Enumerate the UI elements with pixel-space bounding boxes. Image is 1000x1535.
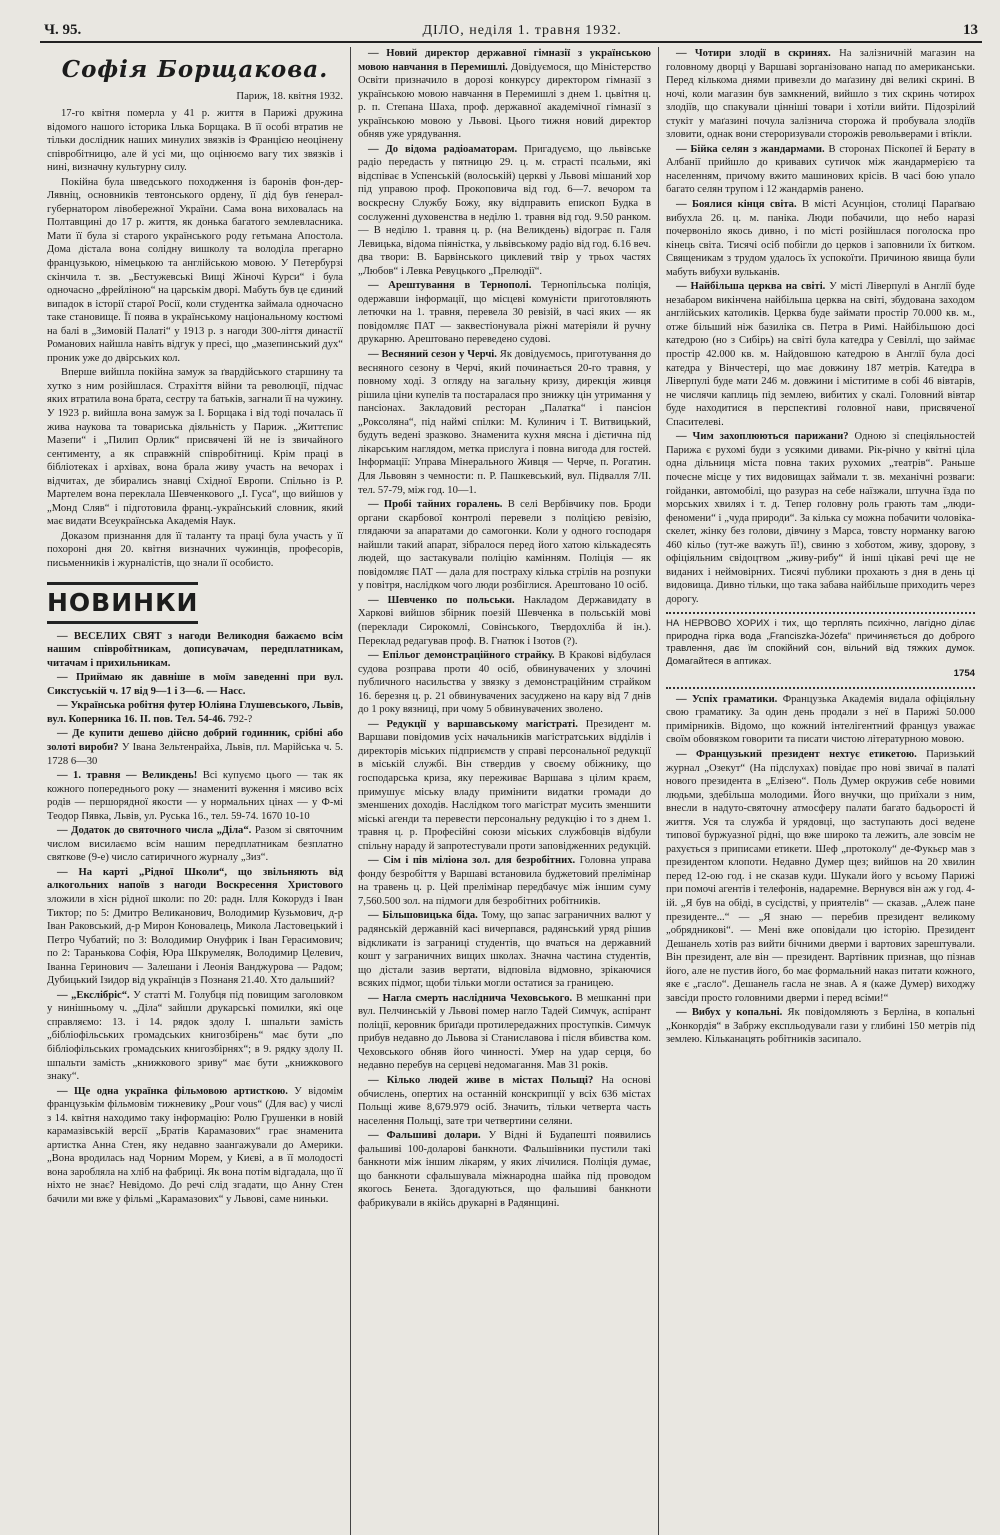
- article-paragraph: Доказом признання для її таланту та праці була участь у її похороні дня 20. квітня визначних чужинців, професорів, письменників і журналістів, що знали її особисто.: [47, 530, 343, 570]
- news-item: [358, 47, 651, 142]
- column-1: [40, 47, 350, 1535]
- news-item: [358, 992, 651, 1073]
- news-item-lead: — Фальшиві долари.: [368, 1130, 481, 1142]
- news-item: [358, 279, 651, 347]
- news-item: [358, 498, 651, 593]
- news-item-text: У відомім французькім фільмовім тижневику „Pour vous“ (Для вас) у числі з 14. квітня находимо таку інформацію: Ролю Грушенки в новій карамазівській версії „Братів Карамазових“ грає знаменита артистка Анна Стен, яку недавно заангажували до Америки. „Вона вродилась над Чорним Морем, у Києві, а в її молодості вона заробляла на хліб на фабриці. Як вона потім відгадала, що її ніхто не знає? Невідомо. До речі слід згадати, що Анну Стен бачили ми вже у фільмі „Карамазових“ у Львові, саме ниньки.: [47, 1085, 343, 1205]
- news-item: [47, 630, 343, 671]
- news-item-lead: — Весняний сезон у Черчі.: [368, 349, 497, 361]
- news-item-lead: — Новий директор державної гімназії з українською мовою навчання в Перемишлі.: [358, 48, 651, 73]
- news-item: [47, 1085, 343, 1207]
- news-item-text: Тернопільська поліція, одержавши інформації, що місцеві комуністи приготовляють летючки на 1. травня, перевела 30 ревізій, в часі яких — як повідомляє ПАТ — заквестіонувала ріжні матеріяли й ручну друкарню. Арештовано переведено судові.: [358, 280, 652, 346]
- news-item-text: В мешканні при вул. Пелчинській у Львові помер нагло Тадей Симчук, аспірант поліції, керовник бриґади протилередажних проступків. Симчук прибув недавно до Львова зі Станиславова і після вбивства ком. Чеховського обняв його чинності. Умер на удар серця, бо недавно перебув на серцеві недомагання. Мав 31 років.: [358, 992, 651, 1072]
- news-item: [666, 430, 975, 606]
- article-dateline: Париж, 18. квітня 1932.: [236, 91, 343, 103]
- news-item: [47, 989, 343, 1084]
- advertisement: [666, 618, 975, 680]
- news-item-lead: — Сім і пів міліона зол. для безробітних.: [368, 855, 576, 867]
- news-item-lead: — Успіх граматики.: [676, 693, 778, 705]
- news-item: [47, 727, 343, 768]
- news-item-text: Президент м. Варшави повідомив усіх начальників магістратських відділів і директорів міських підприємств у справі персональної редукції в міській службі. Він ствердив у своєму обіжнику, що господарська криза, яку переживає Варшава з цілим краєм, примушує міську владу примінити видатки громади до зменшених доходів. Наслідком того магістрат мусить зменшити міські агенди та перевести персональну редукцію і то з днем 1. травня ц. р. Професійні союзи міських службовців відбули спільну нараду й запротестували проти заповідженних редукцій.: [358, 718, 651, 852]
- news-item-lead: — Приймаю як давніше в моїм заведенні при вул. Сикстуській ч. 17 від 9—1 і 3—6. — Насс.: [47, 672, 343, 697]
- news-item-text: На залізничній магазин на головному дворці у Варшаві зорганізовано напад по американськи. Перед кількома днями привезли до маґазину дві великі скрині. В ночі, коли магазин був замкнений, вийшло з тих скринь чотирох злодіїв, що спакували цінніші товари і хотіли вийти. Підозрілий стукіт у маґазині почула залізнича сторожа й пробувала злодіїв зловити, однак вони стероризували сторожів револьверами і втікли.: [666, 48, 975, 141]
- news-item-lead: — На карті „Рідної Школи“, що звільняють від алкогольних напоїв з нагоди Воскресення Христового: [47, 866, 343, 892]
- news-item-text: Довідуємося, що Міністерство Освіти призначило в дорозі конкурсу директором гімназії з українською мовою навчання в Перемишлі з днем 1. цьвітня ц. р. п. Степана Шаха, проф. державної академічної гімназії з українською мовою у Львові. Цього тижня новий директор обняв уже урядування.: [358, 61, 651, 141]
- news-item-text: У Івана Зельтенрайха, Львів, пл. Марійська ч. 5. 1728 6—30: [47, 741, 344, 767]
- news-item-text: В Кракові відбулася судова розправа проти 40 осіб, обвинувачених у злочині публичного насильства у звязку з демонстраційним страйком 16. березня ц. р. 21 обвинувачених засуджено на кару від 7 днів до 1 року вязниці, при чому 5 обвинувачених зволено.: [358, 650, 651, 716]
- news-item-lead: — Додаток до святочного числа „Діла“.: [57, 825, 252, 837]
- news-item-lead: — Шевченко по польськи.: [368, 594, 515, 606]
- news-item-text: зложили в хісн рідної школи: по 20: радн. Ілля Кокорудз і Іван Тиктор; по 5: Дмитро Великанович, Володимир Кузьмович, д-р Іван Раковський, д-р Мирон Коновалець, Микола Ластовецький і Петро Чубатий; по 3: Володимир Онуфрик і Іван Герасимович; по 2: Таранькова Софія, Юра Шкрумеляк, Володимир Целевич, Іванна Геринович — Залешани і Леонія Ванджурова — Радом; Дубицький Ізидор від українців з Познаня 21.40. Хто дальший?: [47, 893, 343, 987]
- news-item-text: Пригадуємо, що львівське радіо передасть у пятницю 29. ц. м. страсті псальми, які відспіває в Успенській (волоській) церкві у Львові мішаний хор під управою проф. Прокоповича від год. 6—7. вечором та воскресну Службу Божу, яку відправить епископ Будка в сослуженні духовенства в неділю 1. травня від год. 9.50 ранком. — В неділю 1. травня ц. р. (на Великдень) відограє п. Галя Левицька, відома піяністка, у львівському радіо від год. 6.16 веч. два твори: В. Барвінського циклевий твір у трьох частях „Любов“ і Левка Ревуцького „Прелюдії“.: [358, 143, 652, 277]
- news-item-text: В місті Асунціон, столиці Параґваю вибухла 26. ц. м. паніка. Люди побачили, що небо наразі почервоніло якось дивно, і по місті розійшлася поголоска про кінець світа. Тисячі осіб побігли до церков і заповнили їх битком. Священикам з трудом удалось їх успокоїти. Причиною явища були мабуть вибухи вульканів.: [666, 199, 975, 278]
- news-item-lead: — Українська робітня футер Юліяна Глушевського, Львів, вул. Коперника 16. II. пов. Тел. 54-46.: [47, 700, 343, 725]
- news-item-text: У місті Ліверпулі в Англії буде незабаром викінчена найбільша церква на світі, збудована заходом англійських католиків. Церква буде займати простір 70.000 кв. м., отже більший ніж базиліка св. Петра в Римі. Найбільшою досі катедрою (но з Сибірь) на світі була катедра у Севіллі, що займає простір 42.000 кв. м. Найдовшою катедрою в Англії була досі катедра у Вінчестері, що має довжину 187 метрів. Катедра в Ліверпулі буде мати 246 м. довжини і міститиме в собі 46 вівтарів, не числячи каплиць під землею, вибитих у скалі. Головний вівтар буде находитися в перспективі головної нави, присвяченої Спасителеві.: [666, 281, 975, 428]
- news-item: [358, 718, 651, 853]
- news-item-lead: — Французький президент нехтує етикетою.: [676, 748, 917, 760]
- news-item-lead: — Кількo людей живе в містах Польщі?: [368, 1075, 594, 1087]
- news-item-text: Тому, що запас заграничних валют у радянській державній касі вичерпався, радянський уряд рішив відкликати із заграниці студентів, що вчаться на державний кошт у заграничних вищих школах. Значна частина студентів, що дістали зазив вертати, відповіла відмовно, зрікаючися всяких підмог, щоби тільки могли остатися за границею.: [358, 910, 651, 990]
- news-item: [666, 693, 975, 747]
- news-item: [666, 280, 975, 429]
- news-item: [47, 699, 343, 726]
- news-item: [358, 143, 651, 278]
- divider: [666, 687, 975, 689]
- news-item: [47, 866, 343, 988]
- news-item: [47, 671, 343, 698]
- news-item-lead: — ВЕСЕЛИХ СВЯТ з нагоди Великодня бажаємо всім нашим співробітникам, дописувачам, передплатникам, читачам і прихильникам.: [47, 630, 343, 669]
- news-item-lead: — Найбільша церква на світі.: [676, 281, 826, 293]
- news-item-lead: — Більшовицька біда.: [368, 910, 478, 922]
- news-item-text: Одною зі спеціяльностей Парижа є рухомі буди з усякими дивами. Рік-річно у квітні ціла одна дільниця міста повна таких рухомих „театрів“. Раньше почесне місце у тих видовищах займали т. зв. механічні розваги: гойданки, автомобілі, що разураз на себе наїзжали, штучна їзда по морських хвилях і т. д. Тепер головну роль грають там „люди-феномени“ і „чуда природи“. За кілька су можна побачити чоловіка-скелет, жінку без голови, дівчину з Марса, товсту норманку вагою 460 кільо (тут-же важуть її!), свиню з хоботом, живу, здорову, з офіціяльним свідоцтвом „живу-рибу“ й інші цікаві речі ще не виданих і неймовірних. Тисячі публики прохають з дня в день ці видовища. Дивно тільки, що така забава найбільше приходить через дорогу.: [666, 431, 975, 605]
- news-item-text: Головна управа фонду безробіття у Варшаві встановила буджетовий прелімінар на травень ц. р. Цей прелімінар передбачує між іншим суму 7,560.500 зол. на підмоги для безробітних робітників.: [358, 855, 651, 907]
- article-title: Софія Борщакова.: [61, 56, 329, 83]
- news-item-lead: — Боялися кінця світа.: [676, 199, 797, 211]
- news-item: [47, 824, 343, 865]
- news-item-lead: — 1. травня — Великдень!: [57, 770, 198, 782]
- news-item: [666, 198, 975, 279]
- news-item-text: Накладом Державидату в Харкові вийшов збірник поезій Шевченка в польській мові (переклади Сирокомлі, Совінського, Твердохліба й ін.). Переклад редагував проф. В. Гнатюк і Ізотов (?).: [358, 594, 651, 647]
- news-item-text: Всі купуємо цього — так як кожного попереднього року — знамениті вуження і мясиво всіх родів — першорядної якости — у нормальних цінах — у Ф-мі Теодор Пявка, Львів, ул. Руська 16., тел. 59-74. 1670 10-10: [47, 770, 343, 822]
- news-item-text: У статті М. Голубця під повищим заголовком у нинішньому ч. „Діла“ зайшли друкарські помилки, які оце справляємо: 13. і 14. рядок здолу І. шпальти замість „бібліофільських громадських книгозбірень“ має бути „по бібліофільських громадських книгозбірнях“; в 9. рядку здолу II. шпальти замість „книжкового зриву“ має бути „книжкового знаку“.: [47, 989, 343, 1083]
- divider: [666, 612, 975, 614]
- news-item-text: В селі Вербівчику пов. Броди органи скарбової контролі перевели з поліцією ревізію, глядаючи за апаратами до самогонки. Коли у одного господаря найшли такий апарат, зібралося перед його хатою кількадесять людей, що застакували поліцію камінням. Поліція — як повідомляє ПАТ — дала для постраху кілька стрілів на розпуки у повітря, наслідком чого люди розбіглися. Арештовано 10 осіб.: [358, 499, 651, 592]
- column-3: [658, 47, 982, 1535]
- column-2: [350, 47, 658, 1535]
- news-item-text: Як довідуємось, приготування до весняного сезону в Черчі, який починається 20-го травня, у повному ході. З огляду на загальну кризу, дирекція живця рішила ціни купелів та постаралася про знижку цін утримання у пансіонах. Закладовий ресторан „Палатка“ і пансіон „Роксоляна“, під наймі спілки: М. Кулинич і Т. Витвицький, будуть ведені зразково. Знаменита кухня мясна і дієтична під лікарським наглядом, метка прислуга і повна вигода для гостей. Інформації: Управа Мінерального Живця — Черче, п. Рогатин. Для Львовян з чемности: п. Р. Пашкевський, вул. Підвалля 7/ІІ. тел. 57-79, між год. 10—1.: [358, 349, 652, 496]
- article-paragraph: Покійна була шведського походження із баронів фон-дер-Лявніц, основників тевтонського ордену, її дід був ґенерал-губернатором лівобережної України. Сама вона виховалась на Полтавщині до 17 р. життя, як донька багатого землевласника. Мати її була зі старого українського роду гетьмана Апостола. Дома дістала вона солідну вишколу та володіла прегарно французькою, німецькою та англійською мовою. У Петербурзі скінчила т. зв. „Бестужевські Вищі Жіночі Курси“ і була одночасно „фрейліною“ на царськім дворі. Мабуть був це єдиний випадок в історії старої Росії, коли студентка займала одночасно таке становище. Її поява в українському національному костюмі на балі в „Зимовій Палаті“ у 1913 р. з нагоди 300-ліття династії Романових найшла навіть відгук у пресі, що „мазепинський дух“ проник уже до двірських кол.: [47, 176, 344, 364]
- masthead: ДІЛО, неділя 1. травня 1932.: [422, 23, 622, 38]
- news-item-lead: — Редукції у варшавському магістраті.: [368, 718, 578, 730]
- news-item-lead: — Ще одна українка фільмовою артисткою.: [57, 1085, 288, 1097]
- news-item: [358, 649, 651, 717]
- news-item-lead: — Пробі тайних горалень.: [368, 499, 503, 511]
- news-item: [358, 854, 651, 908]
- news-item-lead: — Бійка селян з жандармами.: [676, 143, 825, 155]
- news-item: [666, 143, 975, 197]
- news-item: [358, 348, 651, 497]
- news-item-text: 792-?: [228, 713, 253, 725]
- news-item-text: Паризький журнал „Озекут“ (На підслухах) повідає про нові звичаї в палаті нового президента в „Елізею“. Поль Думер окружив себе новими людьми, здебільша молодими. Його внучки, що приїхали з ним, внесли в надуто-святочну атмосферу палати багато бадьорості й життя. Уся та служба й урядовці, що заступають досі ведене типової буржуазної рідні, що вже широко та лежить, але зовсім не рахується з приписами етикети. Шеф „протоколу“ де-Фукьєр мав з президентом клопоти. Недавно Думер щез; вийшов на 20 хвилин перед 12-ою год. і не сказав куди. Шукали його у всьому Парижі при помочі агентів і телефонів, надаремне. Вернувся він аж у год. 4-ій. „Я був на обіді, в сусідстві, у приятелів“ — сказав. „Алеж пане президенте...“ — „Я знаю — перебив президент великому „обрядникові“. — Мені вже оповідали цю історію. Президент Дешанель хотів раз вийти бічними дверми і вартових зарештували. Він президент, але він — президент. Вартівник признав, що пізнав його, але не пустив його, бо має формальний наказ питати кожного, яке є „гасло“. Дешанель гасла не знав. А я (каже Думер) виходжу завсіди просто головними дверми і перед всіми!“: [666, 748, 975, 1004]
- advertisement-number: 1754: [953, 668, 975, 680]
- news-item-lead: — Вибух у копальні.: [676, 1007, 783, 1019]
- news-item: [666, 47, 975, 142]
- news-item: [666, 748, 975, 1005]
- news-item-text: Як повідомляють з Берліна, в копальні „Конкордія“ в Забржу експльодували гази у глибині 150 метрів під землею. Кільканацять робітників засипало.: [666, 1007, 975, 1046]
- news-item-lead: — Нагла смерть насліднича Чеховського.: [368, 992, 573, 1004]
- news-item: [666, 1006, 975, 1047]
- news-item: [47, 769, 343, 823]
- news-item-lead: — Епільог демонстраційного страйку.: [368, 650, 555, 662]
- columns: [40, 47, 982, 1535]
- section-heading-novynky: НОВИНКИ: [47, 582, 198, 624]
- advertisement-text: НА НЕРВОВО ХОРИХ і тих, що терплять психічно, лагідно ділає природна гірка вода „Franciszka-Józefa“ причиняється до доброго травлення, дає їм спокійний сон, вільний від тяжких думок. Домагайтеся в аптиках.: [666, 618, 975, 667]
- issue-number: Ч. 95.: [44, 22, 82, 38]
- news-item-text: На основі обчислень, опертих на останній конскрипції у всіх 636 містах Польщі живе 8,679.979 осіб. Значить, тільки четверта часть населення Польщі, зате три четвертини селяни.: [358, 1075, 651, 1127]
- article-paragraph: Вперше вийшла покійна замуж за ґвардійського старшину та хутко з ним розійшлася. Страхіття війни та революції, підчас яких втратила вона брата, сестру та батьків, загнали її на чужину. У 1923 р. вийшла вона замуж за І. Борщака і від тоді почалась її жива наукова та товариська діяльність у Париж. „Життєпис Мазепи“ і „Пилип Орлик“ присвячені їй не із звичайного сентименту, а як справжній співробітниці. Крім праці в бібліотеках і архівах, вона брала живу участь на вечорах і відчитах, де збирались знавці Східної Европи. Спільно із Р. Мартелем вона переклала Шевченкового „І. Гуса“, що вийшов у „Монд Сляв“ і підготовила франц.-український словник, який має видати Всеукраїнська Академія Наук.: [47, 367, 343, 528]
- news-item-lead: — Де купити дешево дійсно добрий годинник, срібні або золоті вироби?: [47, 728, 343, 753]
- news-item-text: Французька Академія видала офіціяльну свою граматику. За один день продали з неї в Парижі 50.000 примірників. Відомо, що кожний інтелігентний француз уважає своїм обовязком говорити та писати чистою літературною мовою.: [666, 693, 975, 746]
- news-item: [358, 1074, 651, 1128]
- news-item-lead: — До відома радіоаматорам.: [368, 143, 518, 155]
- news-item: [358, 909, 651, 990]
- news-item-text: В сторонах Піскопеї й Берату в Албанії прийшло до кривавих сутичок між жандармерією та населенням, причому вжито машинових крісів. В часі бою упало багато селян трупом і 12 жандармів ранено.: [666, 143, 975, 196]
- news-item-lead: — Чим захоплюються парижани?: [676, 431, 849, 443]
- page-number: 13: [963, 22, 978, 38]
- news-item-text: Разом зі святочним числом висилаємо всім нашим передплатникам безплатно святкове (9-е) число сатиричного журналу „Зиз“.: [47, 825, 343, 864]
- page-header: [40, 8, 982, 43]
- news-item-lead: — Арештування в Тернополі.: [368, 280, 532, 292]
- article-paragraph: 17-го квітня померла у 41 р. життя в Парижі дружина відомого нашого історика Ілька Борщака. В її особі втратив не тільки дослідник наших минулих звязків із Францією неоцінену співробітницю, але й усі ми, що оцінюємо вагу тих звязків і нині, визначну культурну силу.: [47, 107, 343, 174]
- news-item-lead: — Чотири злодії в скринях.: [676, 48, 831, 59]
- news-item-text: У Відні й Будапешті появились фальшиві 100-доларові банкноти. Фальшівники пустили такі банкноти між іншим лікарям, у яких лічилися. Поліція думає, що банкноти сфальшувала міжнародна шайка під проводом якогось Бенета. Здогадуються, що фальшиві банкноти фабрикували в якійсь друкарні в Радянщині.: [358, 1130, 651, 1209]
- news-item: [358, 1129, 651, 1210]
- news-item-lead: — „Екслібріс“.: [57, 989, 130, 1001]
- news-item: [358, 594, 651, 648]
